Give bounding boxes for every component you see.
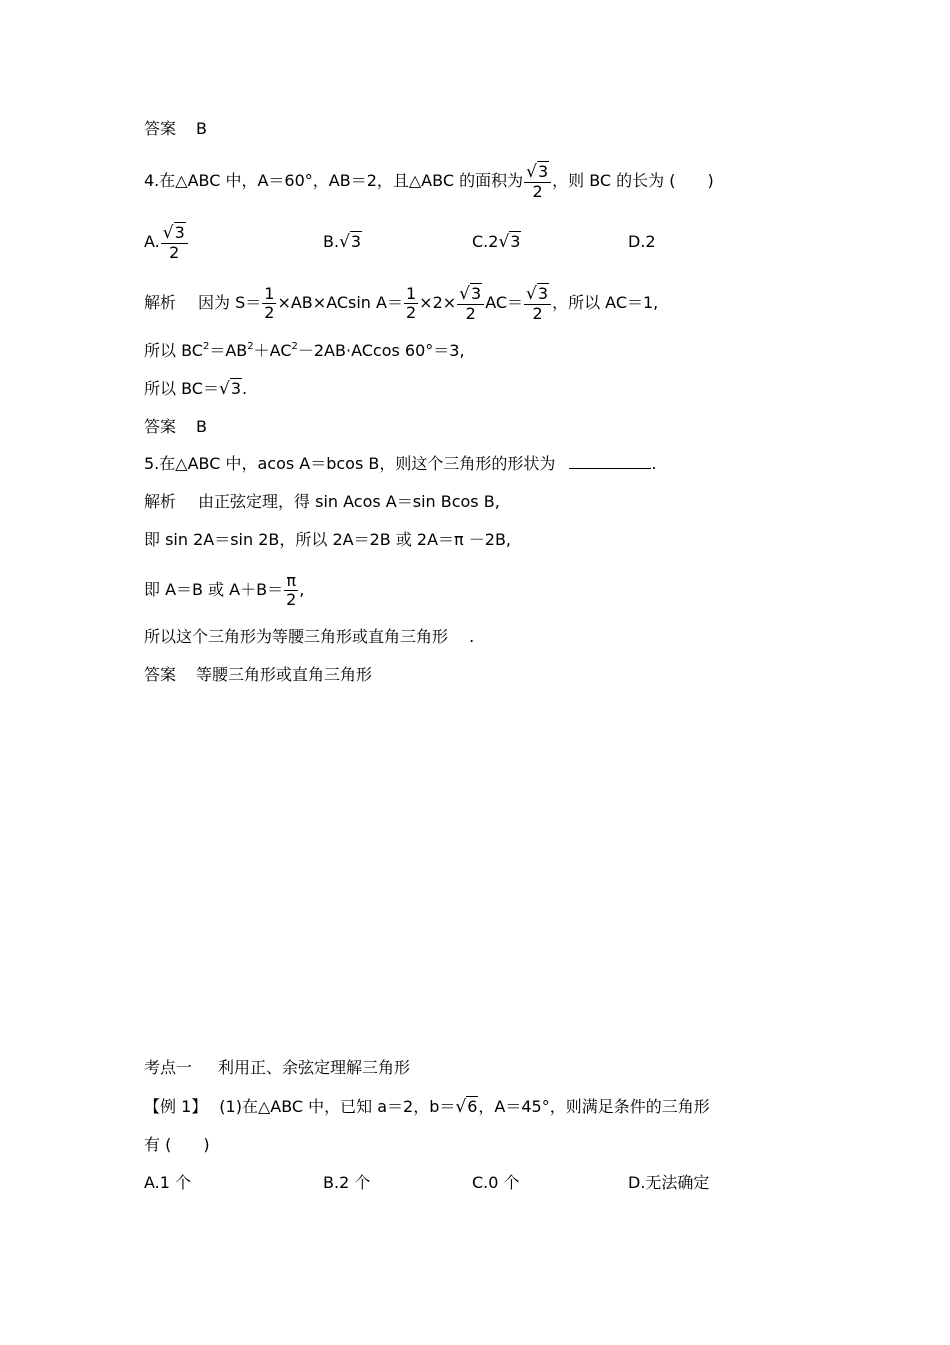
answer-label: 答案: [144, 119, 177, 138]
answer-line: [144, 664, 372, 686]
answer-blank[interactable]: [569, 454, 651, 469]
option-c[interactable]: C.0 个: [472, 1173, 520, 1192]
solution-label: 解析: [144, 492, 177, 511]
solution-4-line-1: 解析 因为 S＝ $\frac{1}{2}$ ×AB×ACsin A＝ $\frac{1}{2}$ ×2× $\frac{√3}{2}$ AC＝ $\frac{√3}{2}$ ，所以 AC＝1,: [144, 283, 659, 323]
fraction: $\frac{√3}{2}$: [524, 164, 551, 200]
option-a[interactable]: A.1 个: [144, 1173, 192, 1192]
answer-value: B: [196, 119, 207, 138]
answer-line: [144, 118, 207, 140]
option-b[interactable]: B.2 个: [323, 1173, 371, 1192]
solution-5-line-4: 所以这个三角形为等腰三角形或直角三角形 .: [144, 627, 475, 646]
example-1-stem: 【例 1】 (1)在△ABC 中，已知 a＝2，b＝√6，A＝45°，则满足条件的三角形: [144, 1097, 710, 1117]
answer-label: 答案: [144, 665, 177, 684]
question-5-stem: 5.在△ABC 中，acos A＝bcos B，则这个三角形的形状为 .: [144, 454, 657, 473]
option-c[interactable]: C.2√3: [472, 232, 521, 252]
solution-label: 解析: [144, 293, 177, 312]
answer-value: 等腰三角形或直角三角形: [196, 665, 373, 684]
example-1-stem-cont: 有 ( ): [144, 1135, 210, 1154]
solution-5-line-3: 即 A＝B 或 A＋B＝ $\frac{\pi}{2}$ ,: [144, 571, 305, 609]
answer-label: 答案: [144, 417, 177, 436]
solution-5-line-1: 解析 由正弦定理，得 sin Acos A＝sin Bcos B,: [144, 492, 500, 511]
option-a[interactable]: A. $\frac{√3}{2}$: [144, 219, 189, 265]
example-tag: 【例 1】: [144, 1097, 208, 1116]
question-text: ，则 BC 的长为 ( ): [552, 171, 714, 190]
topic-heading: 考点一 利用正、余弦定理解三角形: [144, 1058, 411, 1077]
option-b[interactable]: B.√3: [323, 232, 362, 252]
solution-4-line-2: 所以 $BC^2=AB^2+AC^2-2AB\cdot ACcos$ 60°＝3,: [144, 341, 465, 360]
answer-value: B: [196, 417, 207, 436]
option-d[interactable]: D.无法确定: [628, 1173, 710, 1192]
option-d[interactable]: D.2: [628, 232, 656, 251]
solution-5-line-2: 即 sin 2A＝sin 2B，所以 2A＝2B 或 2A＝π －2B,: [144, 530, 512, 549]
solution-4-line-3: 所以 BC＝√3.: [144, 379, 248, 399]
answer-line: [144, 416, 207, 438]
question-4-stem: [144, 158, 714, 204]
question-text: 4.在△ABC 中，A＝60°，AB＝2，且△ABC 的面积为: [144, 171, 524, 190]
